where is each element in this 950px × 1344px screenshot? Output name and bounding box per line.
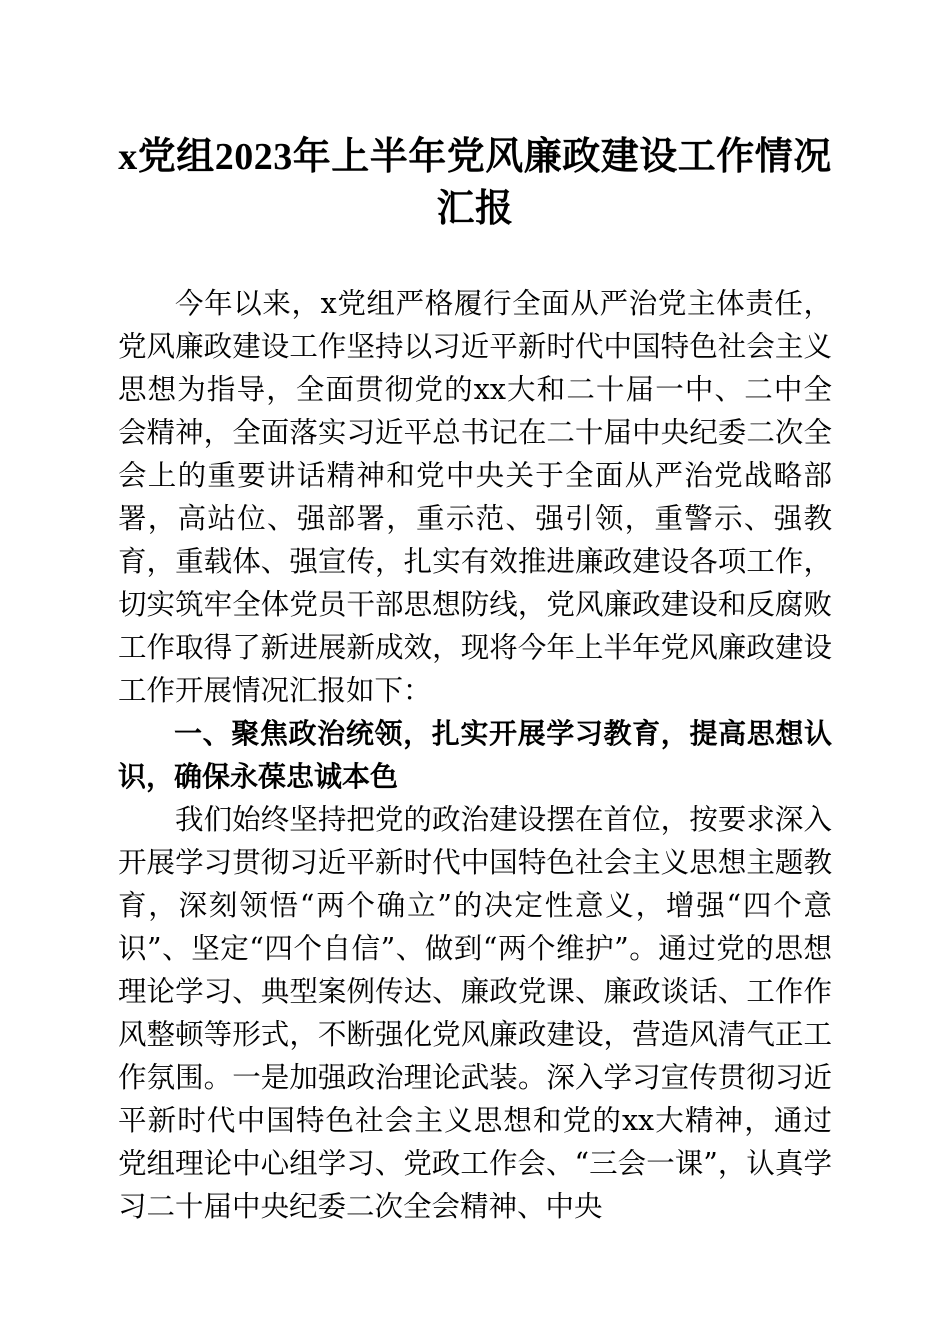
document-content [118,0,832,1228]
body-paragraph-2: 我们始终坚持把党的政治建设摆在首位，按要求深入开展学习贯彻习近平新时代中国特色社会主义思想主题教育，深刻领悟“两个确立”的决定性意义，增强“四个意识”、坚定“四个自信”、做到“两个维护”。通过党的思想理论学习、典型案例传达、廉政党课、廉政谈话、工作作风整顿等形式，不断强化党风廉政建设，营造风清气正工作氛围。一是加强政治理论武装。深入学习宣传贯彻习近平新时代中国特色社会主义思想和党的xx大精神，通过党组理论中心组学习、党政工作会、“三会一课”，认真学习二十届中央纪委二次全会精神、中央 [118,803,832,1223]
body-paragraph-1: 今年以来，x党组严格履行全面从严治党主体责任，党风廉政建设工作坚持以习近平新时代中国特色社会主义思想为指导，全面贯彻党的xx大和二十届一中、二中全会精神，全面落实习近平总书记在二十届中央纪委二次全会上的重要讲话精神和党中央关于全面从严治党战略部署，高站位、强部署，重示范、强引领，重警示、强教育，重载体、强宣传，扎实有效推进廉政建设各项工作，切实筑牢全体党员干部思想防线，党风廉政建设和反腐败工作取得了新进展新成效，现将今年上半年党风廉政建设工作开展情况汇报如下： [118,287,832,707]
page-title: x党组2023年上半年党风廉政建设工作情况汇报 [118,136,832,230]
section-heading-1: 一、聚焦政治统领，扎实开展学习教育，提高思想认识，确保永葆忠诚本色 [118,717,832,793]
